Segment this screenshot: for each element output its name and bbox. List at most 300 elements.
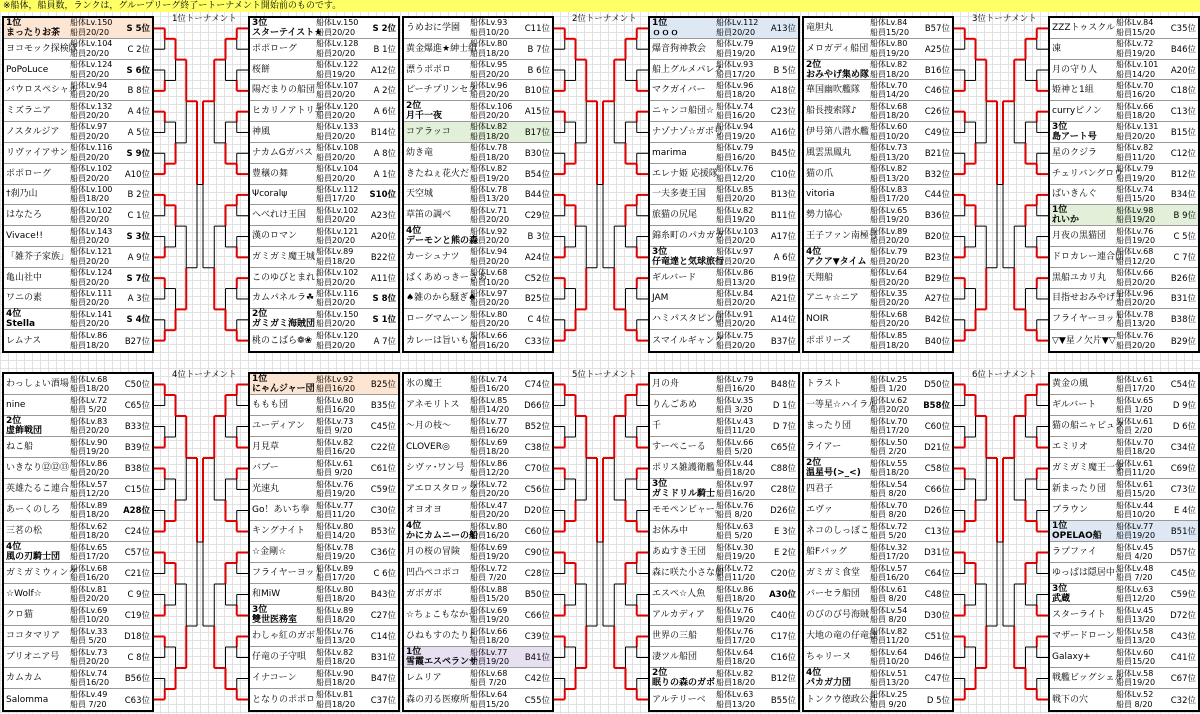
- team-name: vitoria: [806, 189, 835, 200]
- league-rank-tag: E 2位: [774, 548, 796, 558]
- ship-level: 船体Lv.104: [70, 39, 113, 49]
- team-name: にゃんジャー団: [252, 384, 315, 394]
- league-rank-tag: C 4位: [527, 315, 550, 326]
- crew-count: 船員13/20: [716, 699, 756, 709]
- ship-level: 船体Lv.120: [316, 101, 359, 111]
- league-rank-tag: D 6位: [1172, 422, 1196, 432]
- crew-count: 船員18/20: [716, 657, 756, 666]
- ship-level: 船体Lv.54: [870, 479, 908, 489]
- league-rank-tag: D31位: [924, 548, 950, 558]
- league-rank-tag: A 3位: [127, 294, 150, 305]
- team-name: 眠りの森のガボ: [652, 678, 716, 688]
- ship-level: 船体Lv.102: [70, 164, 113, 174]
- league-rank-tag: C40位: [770, 611, 796, 621]
- league-rank-tag: C88位: [770, 464, 796, 474]
- team-name: ヨコモック探検隊: [6, 43, 78, 54]
- crew-count: 船員15/20: [1116, 194, 1156, 204]
- crew-count: 船員13/20: [1116, 615, 1156, 624]
- ship-level: 船体Lv.61: [1116, 479, 1154, 489]
- ship-level: 船体Lv.72: [1116, 39, 1154, 49]
- ship-level: 船体Lv.122: [316, 60, 359, 70]
- crew-count: 船員 1/20: [1116, 405, 1153, 414]
- ship-level: 船体Lv.70: [870, 416, 908, 426]
- crew-count: 船員 8/20: [870, 489, 907, 498]
- crew-count: 船員15/20: [470, 594, 510, 603]
- crew-count: 船員20/20: [716, 340, 756, 350]
- team-name: イナコーン: [252, 673, 297, 683]
- tournament-title: 5位トーナメント: [572, 370, 637, 380]
- crew-count: 船員18/20: [316, 615, 356, 624]
- team-name: ココタマリア: [6, 631, 61, 641]
- league-rank-tag: C 7位: [1173, 252, 1196, 263]
- team-final-rank: 1位: [406, 647, 422, 657]
- crew-count: 船員20/20: [870, 236, 910, 246]
- ship-level: 船体Lv.33: [70, 626, 108, 636]
- league-rank-tag: C14位: [370, 632, 396, 642]
- league-rank-tag: C47位: [924, 674, 950, 684]
- league-rank-tag: B40位: [924, 336, 950, 347]
- team-name: となりのポポロ: [252, 694, 316, 705]
- team-name: ガボガボ: [406, 589, 443, 599]
- crew-count: 船員10/20: [470, 27, 510, 37]
- crew-count: 船員16/20: [470, 531, 510, 540]
- crew-count: 船員20/20: [70, 90, 110, 100]
- crew-count: 船員20/20: [716, 194, 756, 204]
- league-rank-tag: C63位: [124, 695, 150, 706]
- ship-level: 船体Lv.89: [316, 247, 354, 257]
- crew-count: 船員20/20: [316, 236, 356, 246]
- league-rank-tag: C13位: [1170, 107, 1196, 118]
- crew-count: 船員16/20: [470, 384, 510, 393]
- league-rank-tag: B 6位: [527, 65, 550, 76]
- team-final-rank: 1位: [6, 17, 22, 28]
- crew-count: 船員 7/20: [470, 678, 507, 687]
- league-rank-tag: A 5位: [127, 127, 150, 138]
- team-final-rank: 4位: [6, 542, 22, 552]
- team-name: 温星号(>_<): [806, 468, 861, 478]
- league-rank-tag: C48位: [924, 590, 950, 600]
- crew-count: 船員20/20: [70, 236, 110, 246]
- league-rank-tag: C45位: [370, 422, 396, 432]
- league-rank-tag: B39位: [124, 443, 150, 453]
- team-name: ZZZトゥスクル: [1052, 22, 1116, 33]
- crew-count: 船員20/20: [870, 298, 910, 308]
- ship-level: 船体Lv.80: [470, 39, 508, 49]
- crew-count: 船員20/20: [870, 319, 910, 329]
- league-rank-tag: A 6位: [373, 107, 396, 118]
- ship-level: 船体Lv.74: [716, 101, 754, 111]
- team-name: クロ猫: [6, 610, 34, 620]
- team-name: 猫の爪: [806, 168, 834, 179]
- team-name: リヴァイアサン: [6, 147, 69, 158]
- crew-count: 船員16/20: [716, 152, 756, 162]
- team-name: 武蔵: [1052, 594, 1071, 604]
- league-rank-tag: C34位: [1170, 443, 1196, 453]
- crew-count: 船員20/20: [470, 298, 510, 308]
- ship-level: 船体Lv.82: [870, 626, 908, 636]
- team-name: ガミガミウィング: [6, 568, 78, 578]
- league-rank-tag: C70位: [524, 464, 550, 474]
- team-name: へべれけ王国: [252, 210, 307, 221]
- team-name: ｏｏｏ: [652, 27, 680, 38]
- ship-level: 船体Lv.64: [470, 690, 508, 699]
- team-name: ギルバート: [1052, 400, 1097, 410]
- crew-count: 船員20/20: [70, 426, 110, 435]
- ship-level: 船体Lv.49: [70, 690, 108, 699]
- team-name: 島アート号: [1052, 131, 1097, 142]
- ship-level: 船体Lv.96: [1116, 288, 1154, 298]
- team-name: パカガ力団: [806, 678, 852, 688]
- ship-level: 船体Lv.72: [470, 479, 508, 489]
- crew-count: 船員16/20: [870, 573, 910, 582]
- league-rank-tag: A16位: [770, 127, 796, 138]
- crew-count: 船員18/20: [316, 678, 356, 687]
- league-rank-tag: S 5位: [126, 23, 150, 34]
- league-rank-tag: B 5位: [773, 65, 796, 76]
- league-rank-tag: B45位: [770, 148, 796, 159]
- ship-level: 船体Lv.61: [1116, 374, 1154, 384]
- league-rank-tag: B44位: [524, 190, 550, 201]
- team-name: ナゾナゾ☆ガボ号: [652, 126, 723, 137]
- ship-level: 船体Lv.128: [316, 39, 359, 49]
- crew-count: 船員18/20: [716, 594, 756, 603]
- crew-count: 船員20/20: [716, 27, 756, 37]
- team-name: 漂うポポロ: [406, 64, 452, 75]
- team-name: ニャンコ船団☆: [652, 106, 715, 117]
- ship-level: 船体Lv.68: [1116, 247, 1154, 257]
- league-rank-tag: B57位: [924, 23, 950, 34]
- ship-level: 船体Lv.81: [70, 584, 108, 594]
- ship-level: 船体Lv.51: [870, 668, 908, 678]
- league-rank-tag: A17位: [770, 232, 796, 243]
- crew-count: 船員13/20: [316, 636, 356, 645]
- team-name: 旅猫の尻尾: [652, 210, 698, 221]
- league-rank-tag: C58位: [924, 464, 950, 474]
- league-rank-tag: B20位: [924, 232, 950, 243]
- crew-count: 船員16/20: [70, 573, 110, 582]
- ship-level: 船体Lv.54: [870, 605, 908, 615]
- league-rank-tag: B15位: [1170, 127, 1196, 138]
- league-rank-tag: C 8位: [127, 653, 150, 663]
- team-name: ガミドリル騎士: [652, 489, 716, 499]
- league-rank-tag: B31位: [370, 653, 396, 663]
- crew-count: 船員19/20: [1116, 236, 1156, 246]
- league-rank-tag: B25位: [370, 380, 396, 390]
- crew-count: 船員20/20: [70, 215, 110, 225]
- crew-count: 船員20/20: [70, 69, 110, 79]
- ship-level: 船体Lv.116: [316, 288, 359, 298]
- crew-count: 船員11/20: [1116, 468, 1156, 477]
- team-name: ♠雑のから騒ぎ♠: [406, 293, 477, 304]
- ship-level: 船体Lv.57: [870, 563, 908, 573]
- team-name: 黄金爆進★紳士組: [406, 43, 478, 54]
- crew-count: 船員12/20: [1116, 594, 1156, 603]
- crew-count: 船員16/20: [470, 340, 510, 350]
- league-rank-tag: C66位: [524, 611, 550, 621]
- ship-level: 船体Lv.73: [316, 416, 354, 426]
- league-rank-tag: B 9位: [1173, 211, 1196, 222]
- ship-level: 船体Lv.69: [470, 542, 508, 552]
- ship-level: 船体Lv.62: [70, 521, 108, 531]
- ship-level: 船体Lv.62: [870, 395, 908, 405]
- league-rank-tag: C19位: [124, 611, 150, 621]
- crew-count: 船員20/20: [870, 277, 910, 287]
- team-name: デーモンと熊の森: [406, 236, 479, 247]
- ship-level: 船体Lv.80: [870, 39, 908, 49]
- crew-count: 船員18/20: [1116, 447, 1156, 456]
- league-rank-tag: B34位: [1170, 190, 1196, 201]
- team-name: curryピノン: [1052, 106, 1102, 117]
- team-name: ポポローグ: [6, 168, 52, 179]
- ship-level: 船体Lv.82: [870, 60, 908, 70]
- team-name: NOIR: [806, 314, 829, 325]
- league-rank-tag: A28位: [123, 506, 150, 516]
- league-rank-tag: C 5位: [1173, 232, 1196, 243]
- league-rank-tag: S 8位: [372, 294, 396, 305]
- ship-level: 船体Lv.70: [870, 500, 908, 510]
- crew-count: 船員16/20: [316, 384, 356, 393]
- crew-count: 船員20/20: [716, 319, 756, 329]
- league-rank-tag: B33位: [124, 422, 150, 432]
- league-rank-tag: B19位: [770, 273, 796, 284]
- ship-level: 船体Lv.70: [870, 80, 908, 90]
- league-rank-tag: C29位: [524, 211, 550, 222]
- team-name: 風雲黒鳳丸: [806, 147, 852, 158]
- league-rank-tag: C52位: [524, 273, 550, 284]
- team-final-rank: 2位: [652, 668, 668, 678]
- ship-level: 船体Lv.57: [70, 479, 108, 489]
- team-name: スターライト: [1052, 610, 1106, 620]
- ship-level: 船体Lv.35: [870, 288, 908, 298]
- team-final-rank: 3位: [1052, 584, 1068, 594]
- team-name: 目指せおみやげ王: [1052, 293, 1125, 304]
- team-name: ガミガミ食堂: [806, 568, 861, 578]
- ship-level: 船体Lv.68: [870, 309, 908, 319]
- league-rank-tag: D46位: [924, 653, 950, 663]
- league-rank-tag: C59位: [370, 485, 396, 495]
- team-name: トンクウ徳政公社: [806, 694, 878, 705]
- ship-level: 船体Lv.65: [870, 205, 908, 215]
- crew-count: 船員18/20: [70, 384, 110, 393]
- team-name: 戦艦ビッグシェル: [1052, 673, 1124, 683]
- ship-level: 船体Lv.76: [1116, 226, 1154, 236]
- league-rank-tag: B 8位: [127, 86, 150, 97]
- league-rank-tag: B55位: [770, 695, 796, 706]
- ship-level: 船体Lv.83: [870, 184, 908, 194]
- crew-count: 船員 9/20: [870, 699, 907, 709]
- team-name: CLOVER◎: [406, 442, 450, 452]
- team-final-rank: 4位: [806, 668, 822, 678]
- league-rank-tag: S 3位: [126, 232, 150, 243]
- crew-count: 船員19/20: [1116, 173, 1156, 183]
- ship-level: 船体Lv.63: [716, 690, 754, 699]
- league-rank-tag: B35位: [370, 401, 396, 411]
- ship-level: 船体Lv.75: [716, 331, 754, 341]
- ship-level: 船体Lv.79: [716, 374, 754, 384]
- crew-count: 船員18/20: [870, 69, 910, 79]
- crew-count: 船員10/20: [1116, 510, 1156, 519]
- team-name: marima: [652, 147, 687, 158]
- ship-level: 船体Lv.76: [1116, 331, 1154, 341]
- league-rank-tag: C 9位: [127, 590, 150, 600]
- ship-level: 船体Lv.76: [716, 605, 754, 615]
- team-name: うめおに学園: [406, 22, 461, 33]
- team-name: ネコのしっぽこ: [806, 526, 870, 536]
- team-name: 雙世医務室: [252, 615, 298, 625]
- crew-count: 船員 9/20: [316, 468, 353, 477]
- ship-level: 船体Lv.80: [316, 395, 354, 405]
- ship-level: 船体Lv.85: [870, 331, 908, 341]
- ship-level: 船体Lv.30: [716, 542, 754, 552]
- ship-level: 船体Lv.65: [1116, 395, 1154, 405]
- ship-level: 船体Lv.108: [316, 143, 359, 153]
- ship-level: 船体Lv.101: [1116, 60, 1159, 70]
- league-rank-tag: A25位: [924, 44, 950, 55]
- team-final-rank: 3位: [252, 605, 268, 615]
- ship-level: 船体Lv.32: [870, 542, 908, 552]
- ship-level: 船体Lv.103: [716, 226, 759, 236]
- crew-count: 船員19/20: [470, 173, 510, 183]
- team-name: Ψcoralψ: [252, 189, 288, 200]
- league-rank-tag: D26位: [924, 506, 950, 516]
- team-name: まったり団: [806, 421, 852, 431]
- crew-count: 船員15/20: [1116, 489, 1156, 498]
- league-rank-tag: D66位: [524, 401, 550, 411]
- crew-count: 船員19/20: [716, 552, 756, 561]
- crew-count: 船員13/20: [1116, 319, 1156, 329]
- crew-count: 船員20/20: [316, 90, 356, 100]
- ship-level: 船体Lv.94: [470, 247, 508, 257]
- ship-level: 船体Lv.78: [1116, 309, 1154, 319]
- team-name: かにカムニーの船: [406, 531, 479, 541]
- crew-count: 船員 4/20: [1116, 552, 1153, 561]
- crew-count: 船員14/20: [470, 405, 510, 414]
- ship-level: 船体Lv.107: [316, 80, 359, 90]
- team-name: わしゃ紅のガボ: [252, 631, 316, 641]
- ship-level: 船体Lv.121: [316, 226, 359, 236]
- crew-count: 船員 8/20: [870, 594, 907, 603]
- team-name: ナカムGガバス: [252, 147, 313, 158]
- ship-level: 船体Lv.68: [470, 268, 508, 278]
- team-name: マザードローン: [1052, 631, 1115, 641]
- ship-level: 船体Lv.80: [470, 309, 508, 319]
- league-rank-tag: D26位: [770, 506, 796, 516]
- league-rank-tag: A20位: [370, 232, 396, 243]
- crew-count: 船員20/20: [70, 131, 110, 141]
- league-rank-tag: C12位: [1170, 148, 1196, 159]
- ship-level: 船体Lv.44: [1116, 500, 1154, 510]
- ship-level: 船体Lv.102: [70, 205, 113, 215]
- team-name: 虚飾戦団: [6, 426, 43, 436]
- team-final-rank: 3位: [652, 479, 668, 489]
- ship-level: 船体Lv.66: [716, 437, 754, 447]
- crew-count: 船員19/20: [716, 48, 756, 58]
- team-name: メロガディ船団: [806, 43, 869, 54]
- crew-count: 船員18/20: [470, 152, 510, 162]
- team-name: ☆Wolf☆: [6, 589, 42, 599]
- league-rank-tag: B16位: [924, 65, 950, 76]
- league-rank-tag: A11位: [370, 273, 396, 284]
- team-name: 陽だまりの船団: [252, 85, 316, 96]
- crew-count: 船員17/20: [716, 69, 756, 79]
- league-rank-tag: C17位: [770, 632, 796, 642]
- crew-count: 船員20/20: [70, 27, 110, 37]
- team-name: 伊号第八潜水艦: [806, 126, 870, 137]
- league-rank-tag: B38位: [1170, 315, 1196, 326]
- team-name: ガミガミ魔王一家: [1052, 463, 1125, 473]
- league-rank-tag: C51位: [924, 632, 950, 642]
- league-rank-tag: C37位: [370, 695, 396, 706]
- crew-count: 船員18/20: [870, 468, 910, 477]
- ship-level: 船体Lv.58: [1116, 626, 1154, 636]
- crew-count: 船員18/20: [716, 468, 756, 477]
- league-rank-tag: B26位: [1170, 273, 1196, 284]
- ship-level: 船体Lv.45: [1116, 542, 1154, 552]
- league-rank-tag: C60位: [524, 527, 550, 537]
- ship-level: 船体Lv.66: [470, 331, 508, 341]
- team-name: 月の守り人: [1052, 64, 1098, 75]
- crew-count: 船員20/20: [1116, 277, 1156, 287]
- team-name: チェリバングロウ: [1052, 168, 1124, 179]
- team-name: ブリオニア号: [6, 652, 60, 662]
- league-rank-tag: C18位: [1170, 86, 1196, 97]
- ship-level: 船体Lv.150: [70, 18, 113, 28]
- team-name: 黄金の風: [1052, 379, 1089, 389]
- team-name: ☆金剛☆: [252, 547, 287, 557]
- crew-count: 船員 8/20: [870, 615, 907, 624]
- crew-count: 船員 5/20: [870, 531, 907, 540]
- crew-count: 船員19/20: [716, 615, 756, 624]
- league-rank-tag: B32位: [924, 169, 950, 180]
- league-rank-tag: B27位: [124, 336, 150, 347]
- team-name: オヨオヨ: [406, 505, 443, 515]
- ship-level: 船体Lv.43: [716, 416, 754, 426]
- crew-count: 船員16/20: [316, 447, 356, 456]
- league-rank-tag: A10位: [124, 169, 150, 180]
- ship-level: 船体Lv.84: [1116, 18, 1154, 28]
- team-name: ライアー: [806, 442, 842, 452]
- team-name: カムカム: [6, 673, 43, 683]
- ship-level: 船体Lv.63: [1116, 584, 1154, 594]
- league-rank-tag: B37位: [770, 336, 796, 347]
- league-rank-tag: A24位: [524, 252, 550, 263]
- ship-level: 船体Lv.124: [70, 268, 113, 278]
- team-name: ハミパスタピン団: [652, 314, 725, 325]
- crew-count: 船員11/20: [316, 510, 356, 519]
- team-name: 千: [652, 421, 662, 431]
- league-rank-tag: C35位: [1170, 23, 1196, 34]
- crew-count: 船員15/20: [1116, 657, 1156, 666]
- team-name: アエロスタロッソ: [406, 484, 478, 494]
- league-rank-tag: B50位: [524, 590, 550, 600]
- crew-count: 船員20/20: [470, 111, 510, 121]
- ship-level: 船体Lv.83: [70, 416, 108, 426]
- league-rank-tag: C56位: [524, 485, 550, 495]
- league-rank-tag: S 1位: [372, 315, 396, 326]
- league-rank-tag: S 6位: [126, 65, 150, 76]
- crew-count: 船員19/20: [1116, 48, 1156, 58]
- ship-level: 船体Lv.58: [1116, 668, 1154, 678]
- crew-count: 船員19/20: [870, 215, 910, 225]
- tournament-title: 1位トーナメント: [172, 14, 237, 24]
- crew-count: 船員10/20: [870, 657, 910, 666]
- team-final-rank: 2位: [252, 309, 268, 320]
- ship-level: 船体Lv.25: [870, 374, 908, 384]
- league-rank-tag: S 4位: [126, 315, 150, 326]
- crew-count: 船員20/20: [316, 152, 356, 162]
- ship-level: 船体Lv.80: [470, 521, 508, 531]
- team-name: 星のクジラ: [1052, 147, 1098, 158]
